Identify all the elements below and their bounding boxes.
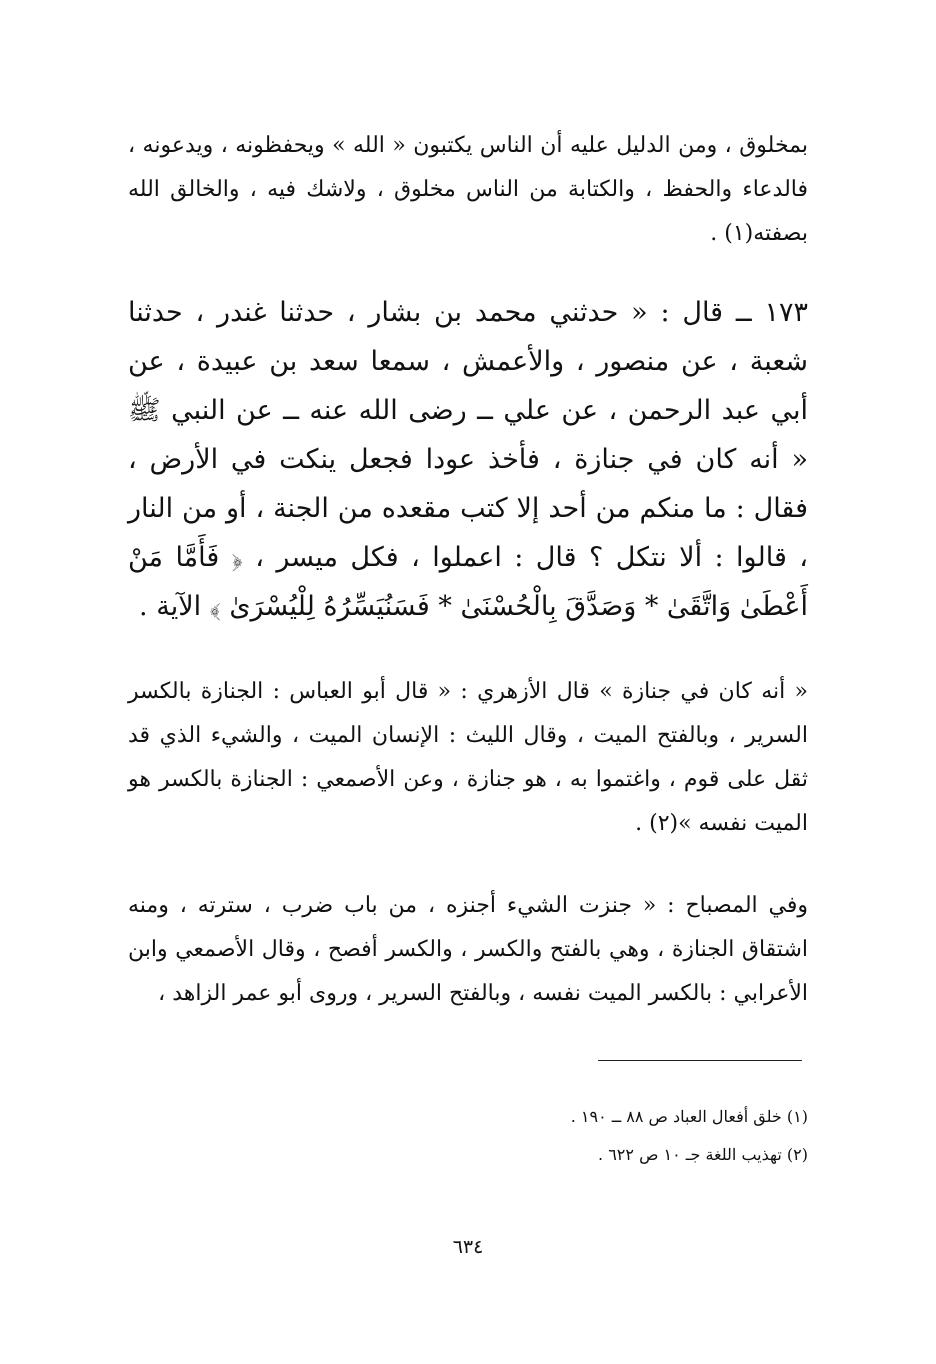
footnote-1: (١) خلق أفعال العباد ص ٨٨ ــ ١٩٠ .: [570, 1107, 808, 1126]
paragraph-hadith-173: [128, 288, 808, 631]
page-number: ٦٣٤: [452, 1236, 484, 1258]
footnote-2: (٢) تهذيب اللغة جـ ١٠ ص ٦٢٢ .: [598, 1145, 808, 1164]
paragraph-text: « أنه كان في جنازة » قال الأزهري : « قال أبو العباس : الجنازة بالكسر السرير ، وبالفتح الميت ، وقال الليث : الإنسان الميت ، والشيء الذي قد ثقل على قوم ، واغتموا به ، هو جنازة ، وعن الأصمعي : الجنازة بالكسر هو الميت نفسه »(٢) .: [128, 679, 808, 836]
paragraph-text: بمخلوق ، ومن الدليل عليه أن الناس يكتبون « الله » ويحفظونه ، ويدعونه ، فالدعاء والحفظ ، والكتابة من الناس مخلوق ، ولاشك فيه ، والخالق الله بصفته(١) .: [128, 133, 808, 246]
paragraph-text: ١٧٣ ــ قال : « حدثني محمد بن بشار ، حدثنا غندر ، حدثنا شعبة ، عن منصور ، والأعمش ، سمعا سعد بن عبيدة ، عن أبي عبد الرحمن ، عن علي ــ رضى الله عنه ــ عن النبي ﷺ « أنه كان في جنازة ، فأخذ عودا فجعل ينكت في الأرض ، فقال : ما منكم من أحد إلا كتب مقعده من الجنة ، أو من النار ، قالوا : ألا نتكل ؟ قال : اعملوا ، فكل ميسر ، ﴿ فَأَمَّا مَنْ أَعْطَىٰ وَاتَّقَىٰ * وَصَدَّقَ بِالْحُسْنَىٰ * فَسَنُيَسِّرُهُ لِلْيُسْرَىٰ ﴾ الآية .: [128, 297, 808, 622]
paragraph-azhari-commentary: [128, 670, 808, 846]
paragraph-intro: [128, 124, 808, 256]
paragraph-misbah-commentary: [128, 884, 808, 1016]
footnotes: [128, 1098, 808, 1174]
footnote-divider: [598, 1060, 802, 1061]
paragraph-text: وفي المصباح : « جنزت الشيء أجنزه ، من باب ضرب ، سترته ، ومنه اشتقاق الجنازة ، وهي بالفتح والكسر ، والكسر أفصح ، وقال الأصمعي وابن الأعرابي : بالكسر الميت نفسه ، وبالفتح السرير ، وروى أبو عمر الزاهد ،: [128, 893, 808, 1006]
